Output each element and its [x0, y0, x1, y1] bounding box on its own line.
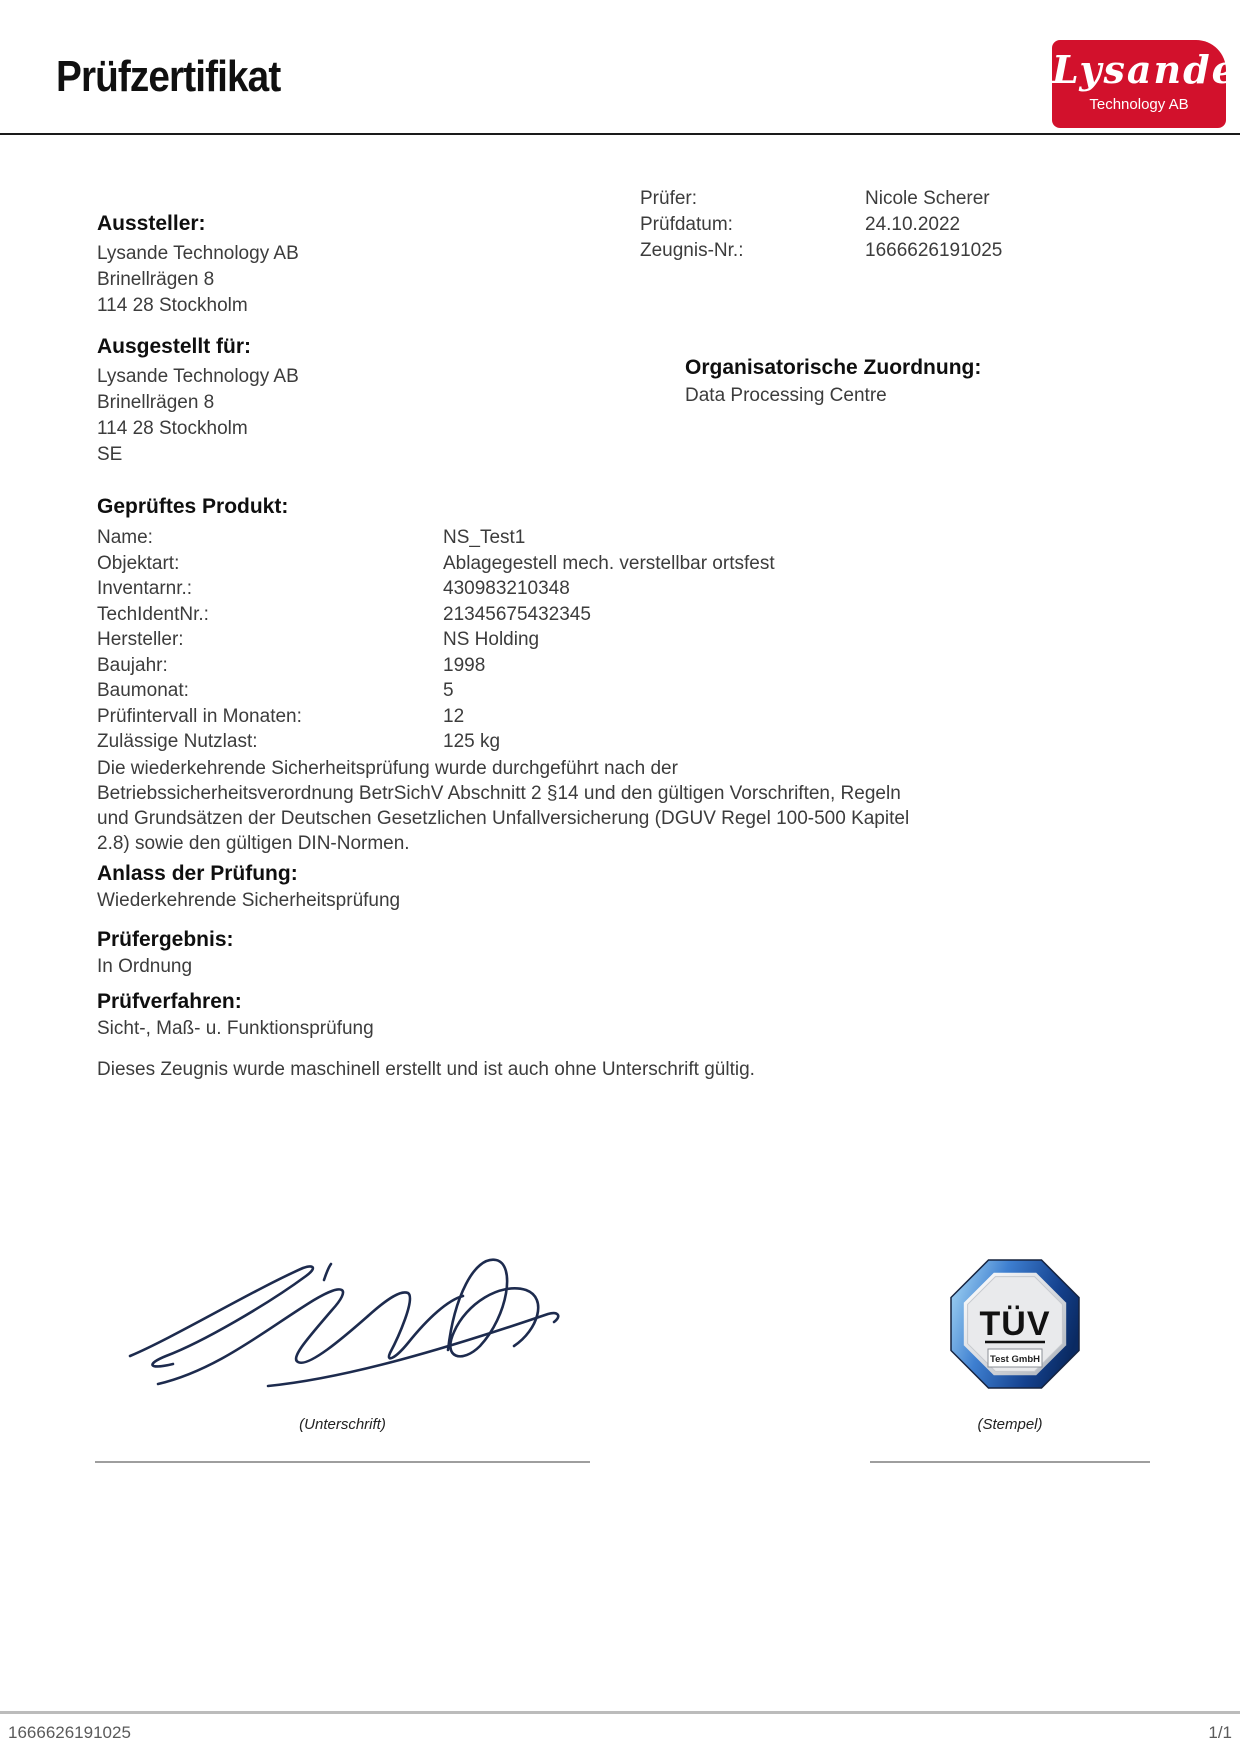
product-row-value: 21345675432345	[443, 603, 591, 625]
organisation-value: Data Processing Centre	[685, 385, 887, 406]
legal-line: und Grundsätzen der Deutschen Gesetzlichen Unfallversicherung (DGUV Regel 100-500 Kapitel	[97, 808, 910, 829]
exam-date-label: Prüfdatum:	[640, 214, 733, 235]
product-row-value: Ablagegestell mech. verstellbar ortsfest	[443, 552, 775, 574]
product-row-label: Inventarnr.:	[97, 578, 193, 599]
inspection-method-section	[97, 990, 374, 1041]
product-row-value: 430983210348	[443, 578, 570, 599]
inspection-method-heading: Prüfverfahren:	[97, 990, 242, 1013]
legal-paragraph	[97, 756, 909, 856]
footer-page-number: 1/1	[1208, 1723, 1232, 1742]
stamp-line	[870, 1461, 1150, 1463]
legal-line: Betriebssicherheitsverordnung BetrSichV Abschnitt 2 §14 und den gültigen Vorschriften, Regeln	[97, 783, 901, 804]
inspection-result-heading: Prüfergebnis:	[97, 928, 234, 951]
product-row-label: TechIdentNr.:	[97, 603, 209, 625]
issued-for-city: 114 28 Stockholm	[97, 418, 248, 439]
issued-for-section	[97, 335, 299, 468]
footer-divider	[0, 1711, 1240, 1714]
page-title: Prüfzertifikat	[56, 52, 281, 101]
lysande-logo	[1052, 40, 1238, 128]
product-section	[97, 495, 775, 755]
product-row-label: Name:	[97, 527, 153, 548]
issued-for-company: Lysande Technology AB	[97, 366, 299, 387]
product-row-value: NS Holding	[443, 629, 540, 650]
inspection-result-section	[97, 928, 234, 979]
issued-for-heading: Ausgestellt für:	[97, 335, 252, 358]
inspection-result-value: In Ordnung	[97, 956, 193, 977]
organisation-section	[685, 356, 981, 408]
tuv-stamp-sublabel: Test GmbH	[990, 1354, 1040, 1365]
stamp-caption: (Stempel)	[977, 1416, 1043, 1433]
product-row-label: Baujahr:	[97, 654, 168, 676]
exam-date-value: 24.10.2022	[865, 214, 961, 235]
inspection-reason-heading: Anlass der Prüfung:	[97, 862, 298, 885]
logo-brand-text: Lysande	[1052, 47, 1238, 92]
inspection-reason-value: Wiederkehrende Sicherheitsprüfung	[97, 890, 401, 911]
tuv-stamp-icon	[945, 1258, 1085, 1393]
legal-line: Die wiederkehrende Sicherheitsprüfung wurde durchgeführt nach der	[97, 758, 678, 779]
product-row-value: 12	[443, 705, 465, 727]
signature-line	[95, 1461, 590, 1463]
inspection-reason-section	[97, 862, 400, 913]
product-row-label: Hersteller:	[97, 629, 184, 650]
issuer-heading: Aussteller:	[97, 212, 206, 235]
header-divider	[0, 133, 1240, 135]
legal-line: 2.8) sowie den gültigen DIN-Normen.	[97, 833, 410, 854]
validity-note: Dieses Zeugnis wurde maschinell erstellt und ist auch ohne Unterschrift gültig.	[97, 1059, 755, 1080]
issued-for-country: SE	[97, 444, 123, 465]
logo-subtitle: Technology AB	[1089, 96, 1189, 113]
certificate-no-value: 1666626191025	[865, 240, 1003, 261]
issuer-street: Brinellrägen 8	[97, 269, 215, 290]
product-row-label: Objektart:	[97, 552, 180, 574]
product-row-value: 125 kg	[443, 731, 501, 752]
tuv-stamp-label: TÜV	[979, 1305, 1051, 1343]
issued-for-street: Brinellrägen 8	[97, 392, 215, 413]
issuer-company: Lysande Technology AB	[97, 243, 299, 264]
examiner-label: Prüfer:	[640, 188, 698, 209]
product-row-value: 1998	[443, 654, 486, 676]
signature-image	[118, 1238, 578, 1398]
inspection-method-value: Sicht-, Maß- u. Funktionsprüfung	[97, 1018, 374, 1039]
product-row-value: 5	[443, 680, 454, 701]
product-row-label: Baumonat:	[97, 680, 189, 701]
issuer-city: 114 28 Stockholm	[97, 295, 248, 316]
examination-info	[640, 186, 1002, 264]
certificate-no-label: Zeugnis-Nr.:	[640, 240, 744, 261]
product-heading: Geprüftes Produkt:	[97, 495, 289, 518]
footer-certificate-number: 1666626191025	[8, 1723, 131, 1742]
organisation-heading: Organisatorische Zuordnung:	[685, 356, 982, 379]
product-row-label: Zulässige Nutzlast:	[97, 731, 258, 752]
product-row-label: Prüfintervall in Monaten:	[97, 705, 302, 727]
examiner-value: Nicole Scherer	[865, 188, 990, 209]
product-row-value: NS_Test1	[443, 527, 526, 548]
issuer-section	[97, 212, 299, 319]
signature-caption: (Unterschrift)	[299, 1416, 386, 1433]
